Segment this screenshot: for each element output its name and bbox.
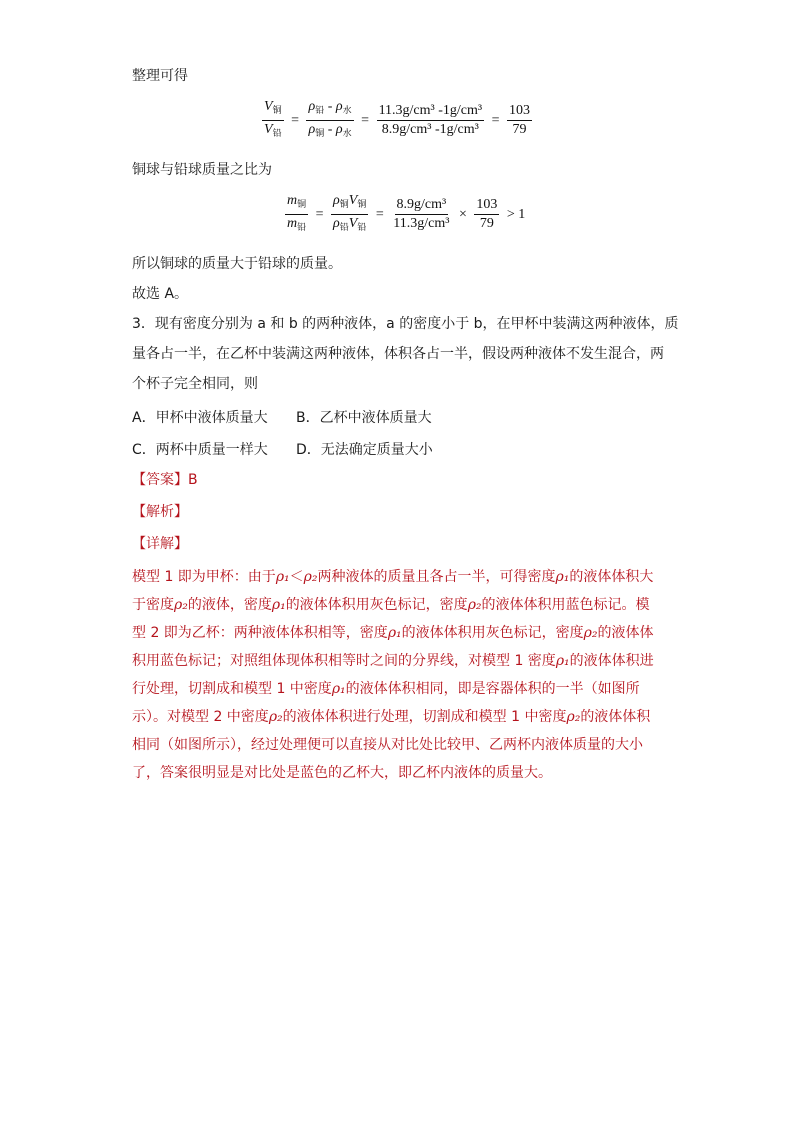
conclusion-text: 所以铜球的质量大于铅球的质量。	[132, 256, 342, 272]
option-b: B．乙杯中液体质量大	[296, 410, 432, 426]
analysis-label: 【解析】	[132, 504, 188, 520]
option-a: A．甲杯中液体质量大	[132, 410, 268, 426]
detail-paragraph: 模型 1 即为甲杯：由于ρ₁＜ρ₂两种液体的质量且各占一半，可得密度ρ₁的液体体积大于密度ρ₂的液体，密度ρ₁的液体体积用灰色标记，密度ρ₂的液体体积用蓝色标记。模型 2 即为乙杯：两种液体体积相等，密度ρ₁的液体体积用灰色标记，密度ρ₂的液体体积用蓝色标记；对照组体现体积相等时之间的分界线，对模型 1 密度ρ₁的液体体积进行处理，切割成和模型 1 中密度ρ₁的液体体积相同，即是容器体积的一半（如图所示）。对模型 2 中密度ρ₂的液体体积进行处理，切割成和模型 1 中密度ρ₂的液体体积相同（如图所示），经过处理便可以直接从对比处比较甲、乙两杯内液体质量的大小了，答案很明显是对比处是蓝色的乙杯大，即乙杯内液体的质量大。	[132, 569, 654, 781]
density-difference-fraction: $\frac{\rho_铅 - \rho_水}{\rho_铜 - \rho_水}$	[308, 99, 352, 139]
numeric-fraction: $\frac{\text{11.3g/cm³ -1g/cm³}}{\text{8.9g/cm³ -1g/cm³}}$	[378, 103, 483, 137]
mass-ratio-formula: $\frac{m_铜}{m_铅}$ = $\frac{\rho_铜V_铜}{\rho_铅V_铅}$ = $\frac{\text{8.9g/cm³}}{\text{11.3g/cm³}}$ × $\frac{103}{79}$ > 1	[285, 192, 529, 237]
mass-fraction: $\frac{m_铜}{m_铅}$	[287, 193, 307, 233]
question-3-line-1: 3．现有密度分别为 a 和 b 的两种液体，a 的密度小于 b，在甲杯中装满这两种液体，质	[132, 316, 679, 332]
volume-numeric-fraction: $\frac{103}{79}$	[476, 197, 498, 231]
detail-label: 【详解】	[132, 536, 188, 552]
mass-ratio-text: 铜球与铅球质量之比为	[132, 162, 272, 178]
result-fraction: $\frac{103}{79}$	[509, 103, 530, 137]
choice-text: 故选 A。	[132, 286, 189, 302]
intro-text: 整理可得	[132, 68, 188, 84]
question-3-line-2: 量各占一半，在乙杯中装满这两种液体，体积各占一半，假设两种液体不发生混合，两	[132, 346, 664, 362]
density-numeric-fraction: $\frac{\text{8.9g/cm³}}{\text{11.3g/cm³}}$	[393, 197, 450, 231]
volume-ratio-formula: $\frac{V_铜}{V_铅}$ = $\frac{\rho_铅 - \rho_水}{\rho_铜 - \rho_水}$ = $\frac{\text{11.3g/cm³ -1g/cm³}}{\text{8.9g/cm³ -1g/cm³}}$ = $\frac{103}{79}$	[262, 98, 532, 143]
volume-fraction: $\frac{V_铜}{V_铅}$	[264, 99, 282, 139]
answer-label: 【答案】B	[132, 472, 198, 488]
option-c: C．两杯中质量一样大	[132, 442, 268, 458]
density-volume-fraction: $\frac{\rho_铜V_铜}{\rho_铅V_铅}$	[333, 193, 367, 233]
option-d: D．无法确定质量大小	[296, 442, 433, 458]
question-3-line-3: 个杯子完全相同，则	[132, 376, 258, 392]
